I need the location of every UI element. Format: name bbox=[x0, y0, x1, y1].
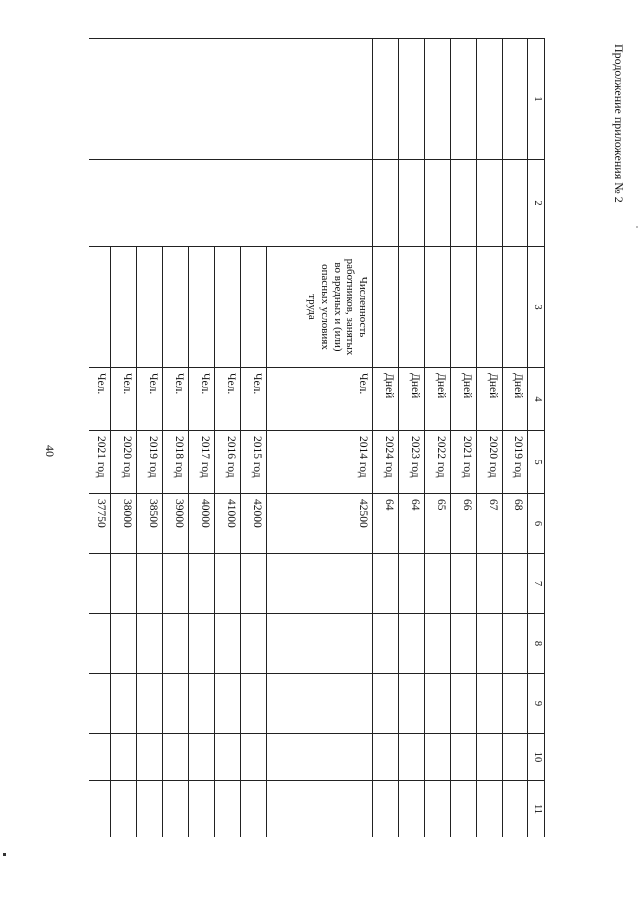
value-cell: 39000 bbox=[162, 494, 188, 554]
column-number: 5 bbox=[527, 431, 544, 494]
table-row-days bbox=[476, 39, 502, 838]
appendix-continuation-note: Продолжение приложения № 2 bbox=[612, 44, 626, 203]
table-row-people bbox=[266, 39, 372, 838]
unit-cell: Дней bbox=[502, 368, 527, 431]
column-number: 11 bbox=[527, 781, 544, 838]
value-cell: 40000 bbox=[188, 494, 214, 554]
table-row-days bbox=[372, 39, 398, 838]
rotated-table-frame bbox=[89, 38, 545, 837]
year-cell: 2018 год bbox=[162, 431, 188, 494]
year-cell: 2024 год bbox=[372, 431, 398, 494]
column-number: 7 bbox=[527, 554, 544, 614]
value-cell: 42500 bbox=[266, 494, 372, 554]
value-cell: 41000 bbox=[214, 494, 240, 554]
year-cell: 2020 год bbox=[476, 431, 502, 494]
value-cell: 38500 bbox=[136, 494, 162, 554]
unit-cell: Чел. bbox=[188, 368, 214, 431]
scan-speck bbox=[636, 226, 638, 228]
unit-cell: Дней bbox=[398, 368, 424, 431]
unit-cell: Чел. bbox=[266, 368, 372, 431]
unit-cell: Чел. bbox=[110, 368, 136, 431]
year-cell: 2016 год bbox=[214, 431, 240, 494]
value-cell: 65 bbox=[424, 494, 450, 554]
value-cell: 68 bbox=[502, 494, 527, 554]
scan-mark bbox=[3, 853, 6, 856]
column-number: 10 bbox=[527, 734, 544, 781]
value-cell: 67 bbox=[476, 494, 502, 554]
column-number: 3 bbox=[527, 247, 544, 368]
page-number: 40 bbox=[43, 445, 57, 457]
column-number: 9 bbox=[527, 674, 544, 734]
year-cell: 2015 год bbox=[240, 431, 266, 494]
table-row-days bbox=[450, 39, 476, 838]
unit-cell: Чел. bbox=[89, 368, 110, 431]
column-number: 2 bbox=[527, 160, 544, 247]
year-cell: 2023 год bbox=[398, 431, 424, 494]
column-number: 8 bbox=[527, 614, 544, 674]
year-cell: 2022 год bbox=[424, 431, 450, 494]
column-number: 1 bbox=[527, 39, 544, 160]
indicator-label: Численность работников, занятых во вредных и (или) опасных условиях труда bbox=[266, 247, 372, 368]
value-cell: 64 bbox=[398, 494, 424, 554]
table-row-days bbox=[398, 39, 424, 838]
value-cell: 64 bbox=[372, 494, 398, 554]
indicator-table bbox=[89, 38, 545, 837]
value-cell: 38000 bbox=[110, 494, 136, 554]
column-number: 6 bbox=[527, 494, 544, 554]
unit-cell: Дней bbox=[450, 368, 476, 431]
year-cell: 2017 год bbox=[188, 431, 214, 494]
value-cell: 37750 bbox=[89, 494, 110, 554]
year-cell: 2019 год bbox=[502, 431, 527, 494]
unit-cell: Дней bbox=[372, 368, 398, 431]
year-cell: 2019 год bbox=[136, 431, 162, 494]
unit-cell: Чел. bbox=[162, 368, 188, 431]
table-row-days bbox=[424, 39, 450, 838]
year-cell: 2020 год bbox=[110, 431, 136, 494]
year-cell: 2021 год bbox=[89, 431, 110, 494]
column-number: 4 bbox=[527, 368, 544, 431]
unit-cell: Дней bbox=[476, 368, 502, 431]
unit-cell: Чел. bbox=[240, 368, 266, 431]
year-cell: 2014 год bbox=[266, 431, 372, 494]
year-cell: 2021 год bbox=[450, 431, 476, 494]
value-cell: 42000 bbox=[240, 494, 266, 554]
unit-cell: Чел. bbox=[136, 368, 162, 431]
table-container bbox=[89, 38, 545, 837]
table-row-days bbox=[502, 39, 527, 838]
column-number-row bbox=[527, 39, 544, 838]
unit-cell: Дней bbox=[424, 368, 450, 431]
unit-cell: Чел. bbox=[214, 368, 240, 431]
value-cell: 66 bbox=[450, 494, 476, 554]
